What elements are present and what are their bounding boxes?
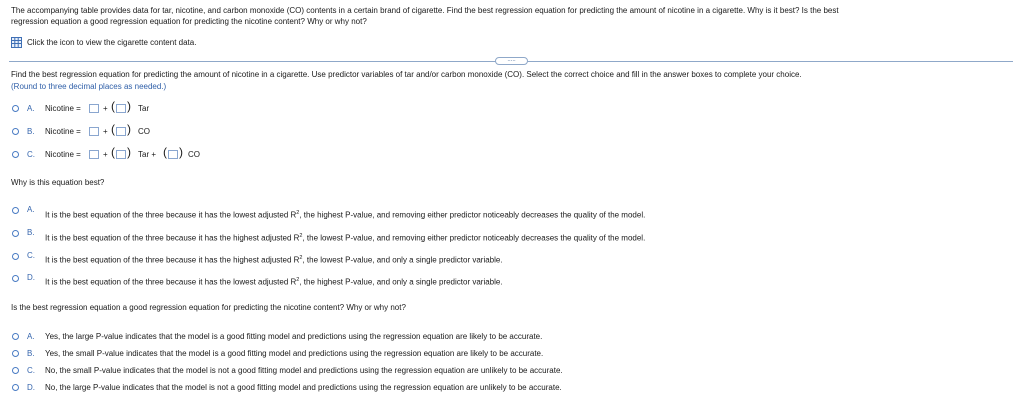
option-letter: D. xyxy=(27,383,35,392)
option-letter: C. xyxy=(27,366,35,375)
option-letter: B. xyxy=(27,349,35,358)
radio-q1-a[interactable] xyxy=(12,105,19,112)
equation-lhs: Nicotine = xyxy=(45,104,81,113)
intro-line-1: The accompanying table provides data for tar, nicotine, and carbon monoxide (CO) contents in a certain brand of cigarette. Find the best regression equation for predicting the amount of nicotine in a cigarette. Why is it best? Is the best xyxy=(11,6,839,15)
option-text: Yes, the large P-value indicates that the model is a good fitting model and predictions using the regression equation are likely to be accurate. xyxy=(45,332,543,341)
var-co: CO xyxy=(188,150,200,159)
option-letter: B. xyxy=(27,228,35,237)
radio-q2-a[interactable] xyxy=(12,207,19,214)
var-tar: Tar xyxy=(138,104,150,113)
equation-lhs: Nicotine = xyxy=(45,127,81,136)
radio-q3-a[interactable] xyxy=(12,333,19,340)
plus-sign: + xyxy=(103,104,108,113)
option-text: It is the best equation of the three because it has the highest adjusted $R^2$, the lowest P-value, and only a single predictor variable. xyxy=(45,255,503,265)
coef-tar-input[interactable] xyxy=(116,150,126,159)
q3-prompt: Is the best regression equation a good regression equation for predicting the nicotine content? Why or why not? xyxy=(11,303,406,312)
radio-q2-b[interactable] xyxy=(12,230,19,237)
data-link-text[interactable]: Click the icon to view the cigarette content data. xyxy=(27,38,197,47)
option-letter: A. xyxy=(27,205,35,214)
option-text: It is the best equation of the three because it has the highest adjusted $R^2$, the lowest P-value, and removing either predictor noticeably decreases the quality of the model. xyxy=(45,233,646,243)
option-letter: A. xyxy=(27,332,35,341)
option-letter: C. xyxy=(27,150,35,159)
coef-tar-input[interactable] xyxy=(116,104,126,113)
option-text: Yes, the small P-value indicates that the model is a good fitting model and predictions using the regression equation are likely to be accurate. xyxy=(45,349,544,358)
equation-lhs: Nicotine = xyxy=(45,150,81,159)
q2-prompt: Why is this equation best? xyxy=(11,178,105,187)
table-icon[interactable] xyxy=(11,37,22,48)
intercept-input[interactable] xyxy=(89,127,99,136)
radio-q2-d[interactable] xyxy=(12,275,19,282)
option-text: It is the best equation of the three because it has the lowest adjusted $R^2$, the highest P-value, and only a single predictor variable. xyxy=(45,277,503,287)
coef-co-input[interactable] xyxy=(116,127,126,136)
option-letter: A. xyxy=(27,104,35,113)
radio-q3-b[interactable] xyxy=(12,350,19,357)
radio-q3-d[interactable] xyxy=(12,384,19,391)
radio-q1-b[interactable] xyxy=(12,128,19,135)
var-tar-plus: Tar + xyxy=(138,150,157,159)
intercept-input[interactable] xyxy=(89,150,99,159)
expand-button[interactable]: ..... xyxy=(495,57,528,65)
option-text: It is the best equation of the three because it has the lowest adjusted $R^2$, the highest P-value, and removing either predictor noticeably decreases the quality of the model. xyxy=(45,210,646,220)
plus-sign: + xyxy=(103,150,108,159)
option-letter: B. xyxy=(27,127,35,136)
radio-q1-c[interactable] xyxy=(12,151,19,158)
radio-q2-c[interactable] xyxy=(12,253,19,260)
coef-co-input[interactable] xyxy=(168,150,178,159)
option-letter: D. xyxy=(27,273,35,282)
option-text: No, the small P-value indicates that the model is not a good fitting model and predictions using the regression equation are unlikely to be accurate. xyxy=(45,366,563,375)
intro-line-2: regression equation a good regression equation for predicting the nicotine content? Why or why not? xyxy=(11,17,367,26)
q1-prompt: Find the best regression equation for predicting the amount of nicotine in a cigarette. Use predictor variables of tar and/or carbon monoxide (CO). Select the correct choice and fill in the answer boxes to complete your choice. xyxy=(11,70,802,79)
q1-hint: (Round to three decimal places as needed.) xyxy=(11,82,167,91)
option-text: No, the large P-value indicates that the model is not a good fitting model and predictions using the regression equation are unlikely to be accurate. xyxy=(45,383,562,392)
intercept-input[interactable] xyxy=(89,104,99,113)
var-co: CO xyxy=(138,127,150,136)
radio-q3-c[interactable] xyxy=(12,367,19,374)
option-letter: C. xyxy=(27,251,35,260)
plus-sign: + xyxy=(103,127,108,136)
